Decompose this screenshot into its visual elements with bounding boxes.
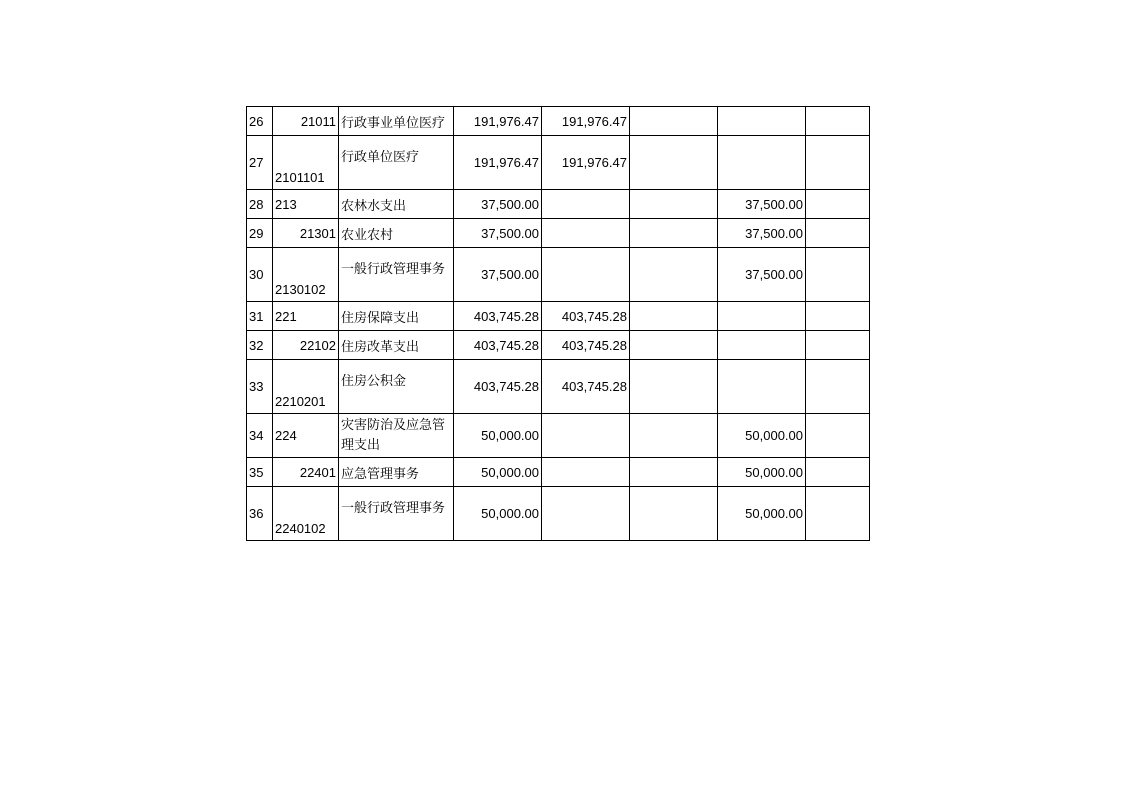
amount-col-2: 191,976.47 [542, 136, 630, 190]
amount-col-4 [718, 302, 806, 331]
table-row [247, 219, 870, 248]
row-index: 28 [247, 190, 273, 219]
table-row [247, 414, 870, 458]
amount-col-3 [630, 414, 718, 458]
amount-col-5 [806, 107, 870, 136]
subject-name: 应急管理事务 [339, 458, 454, 487]
amount-col-5 [806, 360, 870, 414]
row-index: 36 [247, 487, 273, 541]
amount-col-3 [630, 331, 718, 360]
amount-col-3 [630, 487, 718, 541]
total-amount: 37,500.00 [454, 248, 542, 302]
subject-name: 一般行政管理事务 [339, 248, 454, 302]
total-amount: 37,500.00 [454, 219, 542, 248]
row-index: 27 [247, 136, 273, 190]
subject-name: 农业农村 [339, 219, 454, 248]
total-amount: 403,745.28 [454, 360, 542, 414]
subject-code: 2210201 [273, 360, 339, 414]
amount-col-5 [806, 414, 870, 458]
subject-code: 2101101 [273, 136, 339, 190]
amount-col-2: 403,745.28 [542, 331, 630, 360]
amount-col-4 [718, 360, 806, 414]
amount-col-5 [806, 136, 870, 190]
amount-col-2 [542, 190, 630, 219]
amount-col-2 [542, 487, 630, 541]
amount-col-3 [630, 107, 718, 136]
amount-col-2 [542, 248, 630, 302]
subject-name: 住房公积金 [339, 360, 454, 414]
amount-col-2 [542, 458, 630, 487]
amount-col-5 [806, 248, 870, 302]
table-row [247, 331, 870, 360]
amount-col-5 [806, 331, 870, 360]
row-index: 34 [247, 414, 273, 458]
amount-col-3 [630, 219, 718, 248]
total-amount: 50,000.00 [454, 458, 542, 487]
total-amount: 403,745.28 [454, 331, 542, 360]
amount-col-4: 50,000.00 [718, 487, 806, 541]
subject-name: 灾害防治及应急管理支出 [339, 414, 454, 458]
amount-col-3 [630, 190, 718, 219]
amount-col-5 [806, 219, 870, 248]
subject-code: 22102 [273, 331, 339, 360]
subject-name: 农林水支出 [339, 190, 454, 219]
table-row [247, 248, 870, 302]
amount-col-2: 403,745.28 [542, 302, 630, 331]
amount-col-5 [806, 487, 870, 541]
budget-table [246, 106, 870, 541]
table-row [247, 107, 870, 136]
subject-name: 行政事业单位医疗 [339, 107, 454, 136]
table-row [247, 458, 870, 487]
total-amount: 191,976.47 [454, 107, 542, 136]
amount-col-3 [630, 248, 718, 302]
subject-name: 住房保障支出 [339, 302, 454, 331]
total-amount: 191,976.47 [454, 136, 542, 190]
row-index: 30 [247, 248, 273, 302]
row-index: 29 [247, 219, 273, 248]
amount-col-5 [806, 302, 870, 331]
amount-col-2: 403,745.28 [542, 360, 630, 414]
subject-code: 21011 [273, 107, 339, 136]
table-row [247, 190, 870, 219]
amount-col-4 [718, 107, 806, 136]
row-index: 32 [247, 331, 273, 360]
amount-col-4: 37,500.00 [718, 248, 806, 302]
amount-col-4 [718, 331, 806, 360]
total-amount: 50,000.00 [454, 487, 542, 541]
amount-col-4 [718, 136, 806, 190]
subject-name: 行政单位医疗 [339, 136, 454, 190]
amount-col-4: 37,500.00 [718, 190, 806, 219]
total-amount: 37,500.00 [454, 190, 542, 219]
amount-col-2: 191,976.47 [542, 107, 630, 136]
table-row [247, 360, 870, 414]
amount-col-2 [542, 414, 630, 458]
total-amount: 50,000.00 [454, 414, 542, 458]
amount-col-5 [806, 190, 870, 219]
row-index: 31 [247, 302, 273, 331]
subject-code: 224 [273, 414, 339, 458]
table-row [247, 302, 870, 331]
subject-name: 一般行政管理事务 [339, 487, 454, 541]
subject-code: 21301 [273, 219, 339, 248]
subject-code: 22401 [273, 458, 339, 487]
row-index: 35 [247, 458, 273, 487]
row-index: 26 [247, 107, 273, 136]
subject-code: 221 [273, 302, 339, 331]
amount-col-5 [806, 458, 870, 487]
amount-col-4: 37,500.00 [718, 219, 806, 248]
table-row [247, 487, 870, 541]
amount-col-3 [630, 302, 718, 331]
subject-code: 213 [273, 190, 339, 219]
amount-col-3 [630, 458, 718, 487]
amount-col-3 [630, 136, 718, 190]
amount-col-4: 50,000.00 [718, 458, 806, 487]
amount-col-3 [630, 360, 718, 414]
subject-code: 2240102 [273, 487, 339, 541]
row-index: 33 [247, 360, 273, 414]
amount-col-2 [542, 219, 630, 248]
table-row [247, 136, 870, 190]
total-amount: 403,745.28 [454, 302, 542, 331]
amount-col-4: 50,000.00 [718, 414, 806, 458]
subject-code: 2130102 [273, 248, 339, 302]
subject-name: 住房改革支出 [339, 331, 454, 360]
